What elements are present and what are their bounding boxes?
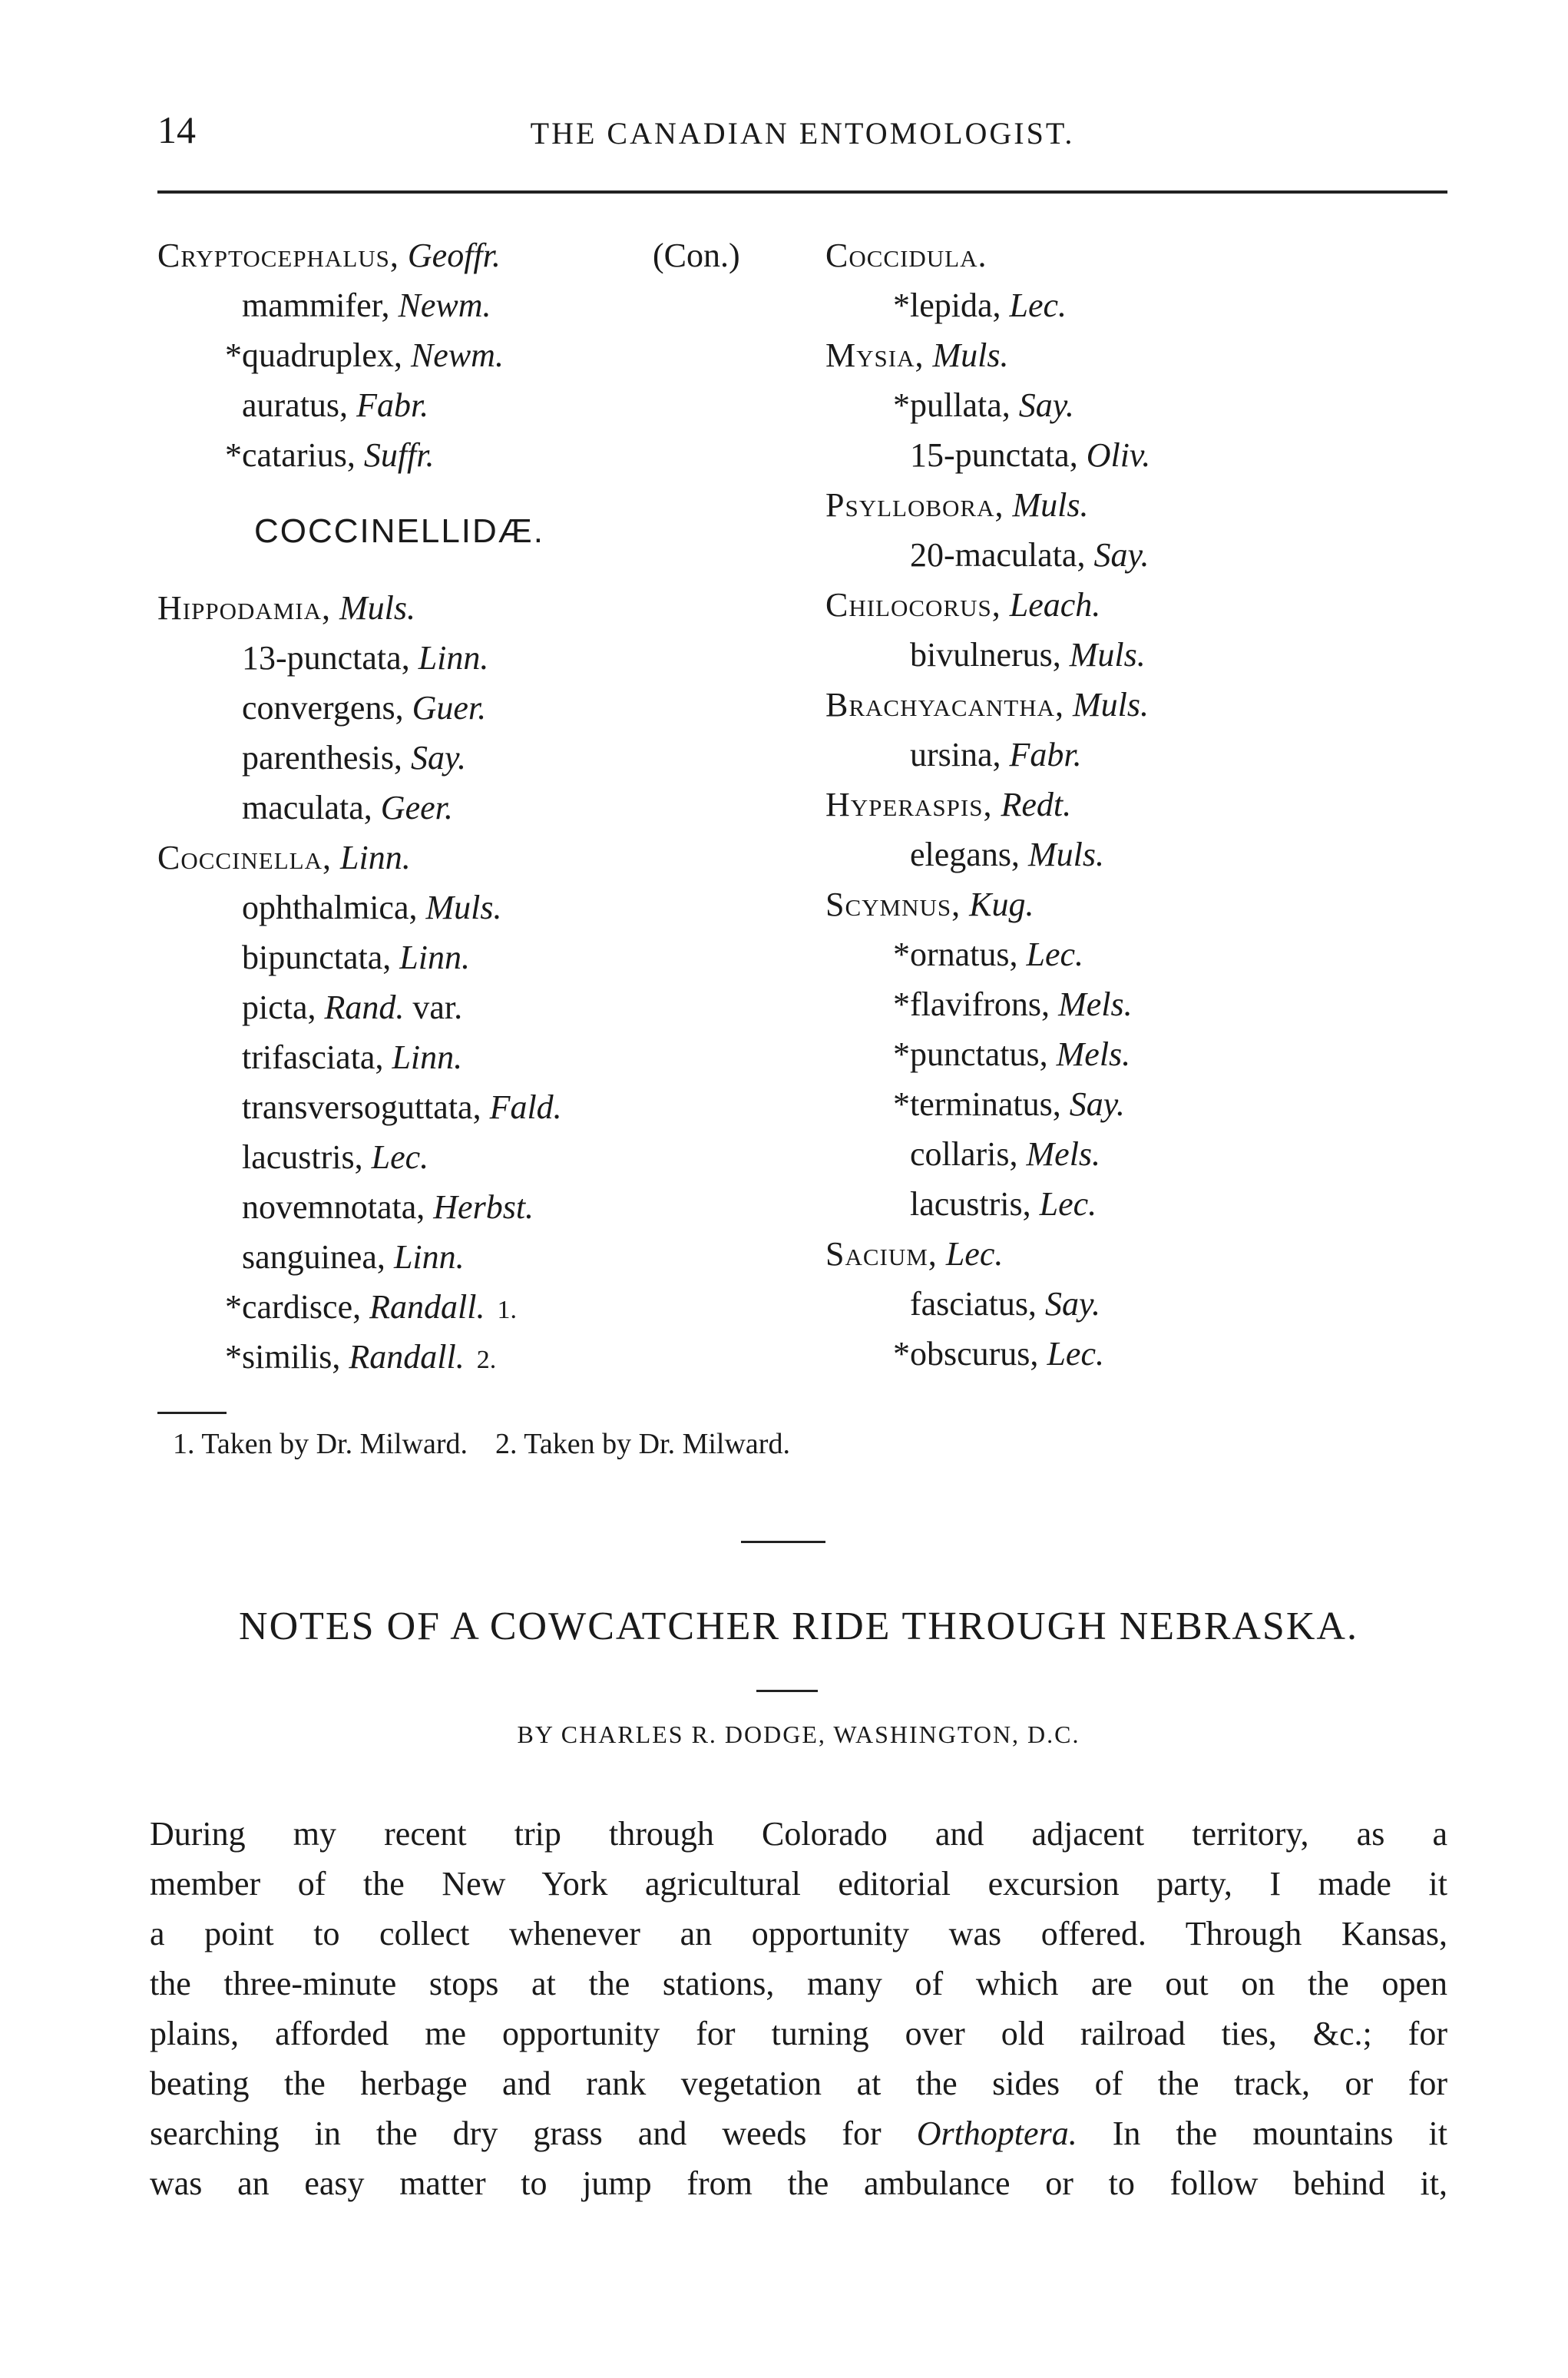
- body-line: a point to collect whenever an opportunity was offered. Through Kansas,: [150, 1915, 1447, 1952]
- species-name: 13-punctata,: [242, 639, 410, 677]
- species-name: convergens,: [242, 689, 404, 727]
- species-name: *similis,: [225, 1338, 341, 1376]
- species-name: lacustris,: [910, 1185, 1031, 1223]
- title-divider: [756, 1690, 818, 1692]
- species-entry: [157, 1182, 810, 1232]
- species-name: fasciatus,: [910, 1285, 1037, 1323]
- species-entry: [157, 1132, 810, 1182]
- species-author: Lec.: [1039, 1185, 1097, 1223]
- species-entry: [157, 1232, 810, 1282]
- species-name: *obscurus,: [893, 1335, 1039, 1373]
- species-entry: [157, 1332, 810, 1382]
- genus-name: Coccinella,: [157, 839, 332, 876]
- species-name: *pullata,: [893, 386, 1011, 424]
- genus-name: Mysia,: [825, 336, 925, 374]
- footnote: 2. Taken by Dr. Milward.: [495, 1428, 790, 1460]
- species-entry: [825, 979, 1455, 1029]
- species-name: bipunctata,: [242, 939, 392, 976]
- species-author: Say.: [1044, 1285, 1101, 1323]
- species-author: Randall.: [369, 1288, 485, 1326]
- species-name: *ornatus,: [893, 936, 1018, 973]
- species-author: Muls.: [1027, 836, 1104, 873]
- footnote-ref: 1.: [497, 1296, 517, 1324]
- page-number: 14: [157, 108, 196, 151]
- species-name: 20-maculata,: [910, 536, 1086, 574]
- species-entry: [157, 1282, 810, 1332]
- species-entry: [825, 830, 1455, 879]
- species-entry: [157, 1082, 810, 1132]
- species-name: elegans,: [910, 836, 1020, 873]
- genus-name: Chilocorus,: [825, 586, 1001, 624]
- header-rule: [157, 190, 1447, 194]
- species-author: Lec.: [1026, 936, 1084, 973]
- body-line: member of the New York agricultural editorial excursion party, I made it: [150, 1865, 1447, 1903]
- footnote-rule: [157, 1412, 227, 1414]
- species-author: Say.: [1069, 1085, 1125, 1123]
- species-entry: [157, 380, 810, 430]
- species-name: mammifer,: [242, 286, 390, 324]
- species-entry: [825, 1329, 1455, 1379]
- genus-author: Muls.: [339, 589, 416, 627]
- genus-entry: [825, 330, 1455, 380]
- genus-author: Geoffr.: [407, 237, 501, 274]
- species-entry: [825, 280, 1455, 330]
- genus-entry: [157, 833, 810, 883]
- genus-author: Lec.: [945, 1235, 1004, 1273]
- species-author: Guer.: [412, 689, 487, 727]
- species-name: trifasciata,: [242, 1038, 384, 1076]
- running-head: [157, 108, 1447, 161]
- species-name: 15-punctata,: [910, 436, 1078, 474]
- body-line: [150, 2108, 1447, 2158]
- species-entry: [157, 280, 810, 330]
- species-entry: [157, 1032, 810, 1082]
- species-entry: [157, 330, 810, 380]
- body-text-run: In the mountains it: [1112, 2115, 1447, 2152]
- body-line: plains, afforded me opportunity for turning over old railroad ties, &c.; for: [150, 2015, 1447, 2052]
- article-byline: BY CHARLES R. DODGE, WASHINGTON, D.C.: [517, 1721, 1080, 1748]
- species-author: Muls.: [425, 889, 502, 926]
- species-name: sanguinea,: [242, 1238, 385, 1276]
- species-entry: [825, 1079, 1455, 1129]
- genus-name: Scymnus,: [825, 886, 961, 923]
- body-line: was an easy matter to jump from the ambulance or to follow behind it,: [150, 2164, 1447, 2202]
- footnotes: [173, 1421, 790, 1467]
- species-entry: [825, 1179, 1455, 1229]
- species-entry: [825, 1129, 1455, 1179]
- species-name: collaris,: [910, 1135, 1018, 1173]
- genus-author: Redt.: [1001, 786, 1072, 823]
- species-entry: [825, 929, 1455, 979]
- species-author: Mels.: [1058, 985, 1133, 1023]
- genus-entry: [157, 230, 810, 280]
- species-author: Linn.: [393, 1238, 465, 1276]
- section-divider: [741, 1541, 825, 1543]
- genus-author: Muls.: [1012, 486, 1089, 524]
- species-name: *catarius,: [225, 436, 356, 474]
- genus-entry: [825, 680, 1455, 730]
- species-entry: [825, 1279, 1455, 1329]
- species-entry: [825, 380, 1455, 430]
- species-author: Say.: [410, 739, 467, 777]
- species-name: picta,: [242, 989, 316, 1026]
- body-text-run: searching in the dry grass and weeds for: [150, 2115, 882, 2152]
- genus-name: Coccidula.: [825, 237, 987, 274]
- species-author: Muls.: [1069, 636, 1146, 674]
- genus-entry: [157, 583, 810, 633]
- species-entry: [157, 932, 810, 982]
- species-entry: [825, 730, 1455, 780]
- genus-entry: [825, 580, 1455, 630]
- species-author: Say.: [1093, 536, 1150, 574]
- genus-name: Hippodamia,: [157, 589, 332, 627]
- species-name: transversoguttata,: [242, 1088, 481, 1126]
- genus-author: Linn.: [340, 839, 411, 876]
- species-author: Rand.: [324, 989, 405, 1026]
- genus-author: Muls.: [932, 336, 1009, 374]
- italic-term: Orthoptera.: [916, 2115, 1077, 2152]
- species-entry: [825, 530, 1455, 580]
- footnote-ref: 2.: [476, 1346, 497, 1374]
- species-author: Newm.: [398, 286, 491, 324]
- species-name: *cardisce,: [225, 1288, 362, 1326]
- continued-mark: (Con.): [653, 237, 740, 274]
- species-author: Lec.: [1009, 286, 1067, 324]
- species-author: Fald.: [489, 1088, 562, 1126]
- species-author: Say.: [1018, 386, 1074, 424]
- genus-entry: [825, 480, 1455, 530]
- genus-name: Sacium,: [825, 1235, 938, 1273]
- body-line: the three-minute stops at the stations, many of which are out on the open: [150, 1965, 1447, 2002]
- species-author: Mels.: [1056, 1035, 1131, 1073]
- species-name: auratus,: [242, 386, 349, 424]
- genus-name: Brachyacantha,: [825, 686, 1064, 724]
- species-name: lacustris,: [242, 1138, 363, 1176]
- species-entry: [157, 733, 810, 783]
- species-name: *terminatus,: [893, 1085, 1061, 1123]
- species-list-left: [157, 230, 810, 1382]
- species-entry: [825, 630, 1455, 680]
- species-name: parenthesis,: [242, 739, 402, 777]
- genus-entry: [825, 780, 1455, 830]
- genus-entry: [825, 879, 1455, 929]
- species-author: Linn.: [418, 639, 489, 677]
- species-name: *punctatus,: [893, 1035, 1048, 1073]
- species-author: Fabr.: [356, 386, 429, 424]
- species-name: ophthalmica,: [242, 889, 418, 926]
- journal-title: THE CANADIAN ENTOMOLOGIST.: [530, 116, 1075, 151]
- body-line: beating the herbage and rank vegetation at the sides of the track, or for: [150, 2065, 1447, 2102]
- genus-name: Psyllobora,: [825, 486, 1004, 524]
- species-entry: [157, 633, 810, 683]
- species-author: Linn.: [399, 939, 470, 976]
- species-name: *quadruplex,: [225, 336, 402, 374]
- species-author: Oliv.: [1086, 436, 1151, 474]
- species-author: Lec.: [371, 1138, 429, 1176]
- species-entry: [825, 1029, 1455, 1079]
- species-author: Fabr.: [1009, 736, 1082, 773]
- species-name: *lepida,: [893, 286, 1001, 324]
- species-name: novemnotata,: [242, 1188, 425, 1226]
- variety-mark: var.: [412, 989, 463, 1026]
- species-entry: [825, 430, 1455, 480]
- article-body: [150, 1809, 1447, 2208]
- family-heading: COCCINELLIDÆ.: [253, 512, 545, 550]
- genus-author: Kug.: [969, 886, 1034, 923]
- species-name: ursina,: [910, 736, 1001, 773]
- species-name: maculata,: [242, 789, 372, 826]
- species-author: Mels.: [1026, 1135, 1101, 1173]
- species-author: Newm.: [410, 336, 504, 374]
- genus-entry: [825, 230, 1455, 280]
- article-title: NOTES OF A COWCATCHER RIDE THROUGH NEBRASKA.: [239, 1605, 1358, 1648]
- genus-author: Leach.: [1009, 586, 1101, 624]
- species-author: Geer.: [380, 789, 453, 826]
- species-author: Suffr.: [363, 436, 435, 474]
- body-line: During my recent trip through Colorado and adjacent territory, as a: [150, 1815, 1447, 1853]
- species-author: Randall.: [349, 1338, 465, 1376]
- footnote: 1. Taken by Dr. Milward.: [173, 1428, 468, 1460]
- species-name: bivulnerus,: [910, 636, 1061, 674]
- species-entry: [157, 683, 810, 733]
- species-entry: [157, 982, 810, 1032]
- species-author: Lec.: [1047, 1335, 1104, 1373]
- genus-entry: [825, 1229, 1455, 1279]
- species-entry: [157, 883, 810, 932]
- genus-name: Hyperaspis,: [825, 786, 993, 823]
- species-author: Linn.: [392, 1038, 463, 1076]
- species-list-right: [825, 230, 1455, 1379]
- genus-name: Cryptocephalus,: [157, 237, 399, 274]
- species-entry: [157, 430, 810, 480]
- species-author: Herbst.: [433, 1188, 534, 1226]
- genus-author: Muls.: [1072, 686, 1149, 724]
- species-name: *flavifrons,: [893, 985, 1050, 1023]
- species-entry: [157, 783, 810, 833]
